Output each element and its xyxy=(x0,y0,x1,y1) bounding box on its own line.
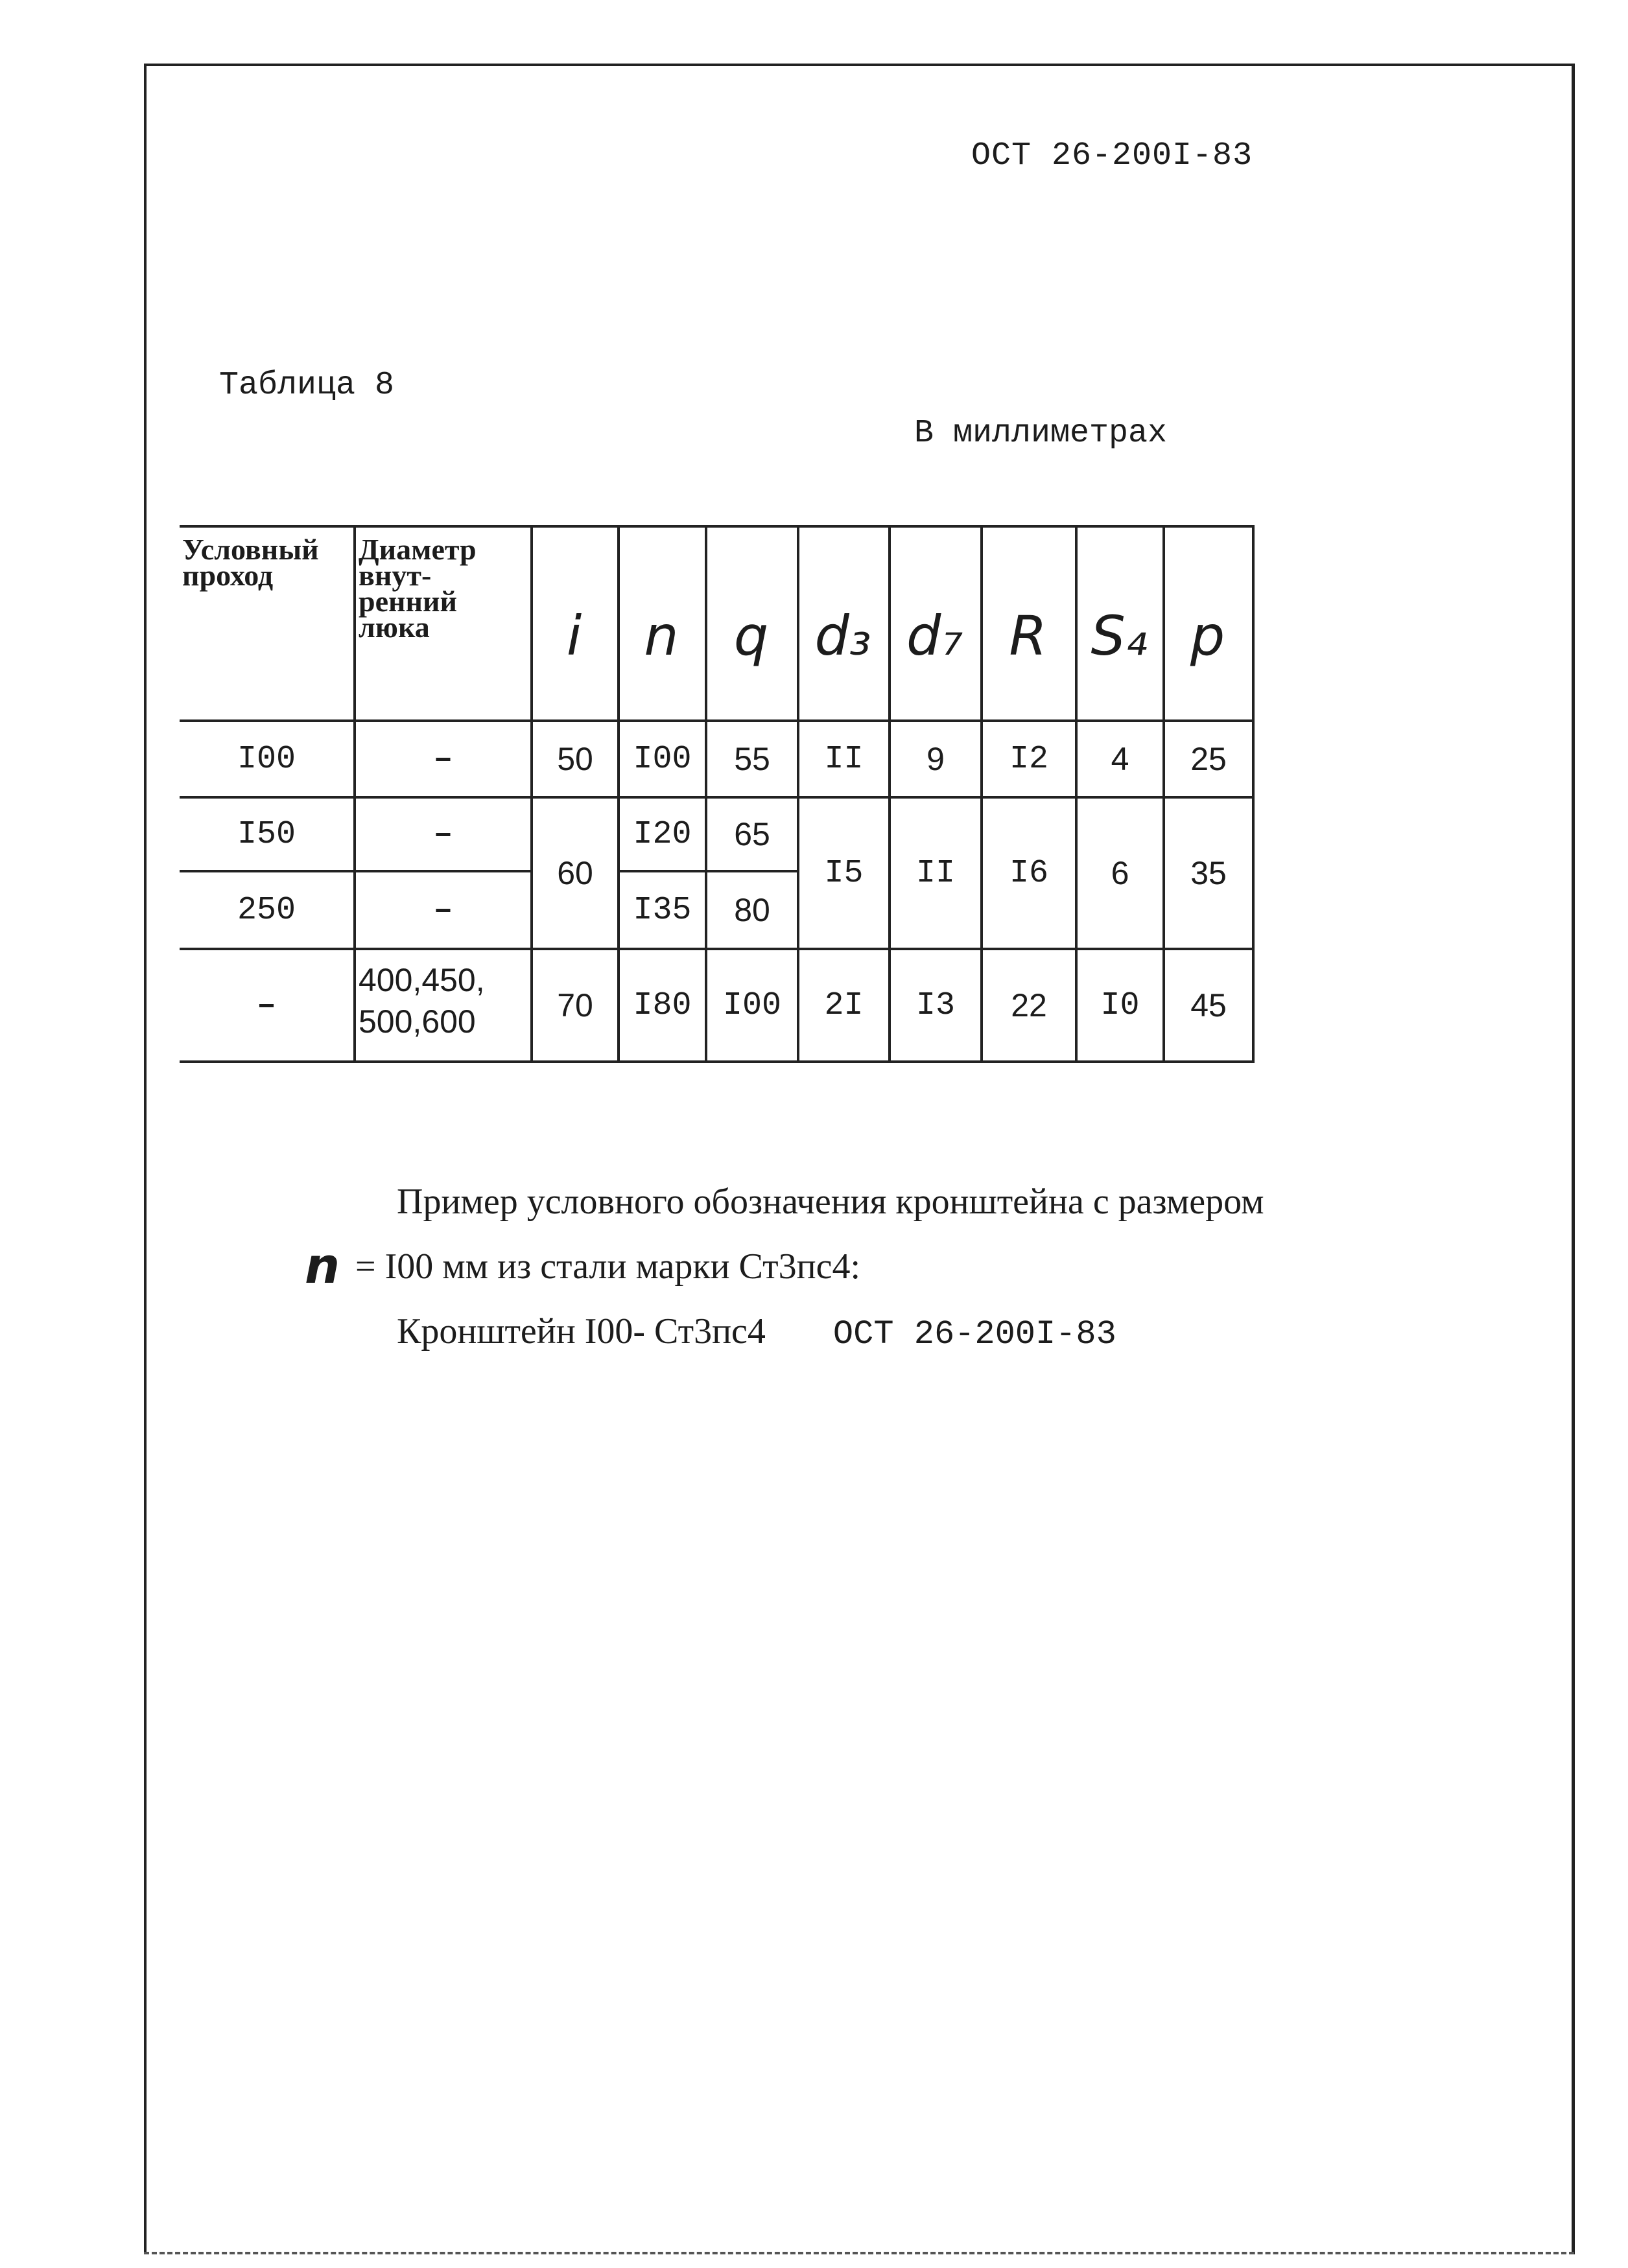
cell-i-merged: 60 xyxy=(557,855,593,891)
dimensions-table xyxy=(180,525,1255,1063)
cell-S4: 4 xyxy=(1111,741,1129,777)
cell-n: I20 xyxy=(633,815,692,853)
page-frame-top xyxy=(144,64,1574,66)
cell-p: 45 xyxy=(1190,987,1227,1023)
cell-i: 70 xyxy=(557,987,593,1023)
header-q: q xyxy=(733,604,769,668)
table-line xyxy=(1252,525,1255,1063)
document-code: ОСТ 26-200I-83 xyxy=(971,137,1253,174)
cell-p-merged: 35 xyxy=(1190,855,1227,891)
cell-nominal: I00 xyxy=(237,740,296,778)
cell-p: 25 xyxy=(1190,741,1227,777)
cell-d7-merged: II xyxy=(915,854,955,892)
header-S4: S₄ xyxy=(1091,604,1148,668)
cell-nominal: I50 xyxy=(237,815,296,853)
cell-i: 50 xyxy=(557,741,593,777)
cell-q: 55 xyxy=(734,741,770,777)
cell-d7: I3 xyxy=(915,987,955,1024)
cell-nominal: – xyxy=(256,987,276,1024)
cell-nominal: 250 xyxy=(237,891,296,929)
table-label: Таблица 8 xyxy=(219,367,395,404)
header-d3: d₃ xyxy=(814,604,871,668)
cell-d7: 9 xyxy=(926,741,945,777)
units-label: В миллиметрах xyxy=(914,415,1168,452)
example-line-2: = I00 мм из стали марки Ст3пс4: xyxy=(355,1246,861,1287)
example-standard-code: ОСТ 26-200I-83 xyxy=(832,1315,1116,1353)
cell-S4-merged: 6 xyxy=(1111,855,1129,891)
cell-diameter-line1: 400,450, xyxy=(359,962,485,998)
cell-q: 65 xyxy=(734,816,770,852)
header-n: n xyxy=(644,604,679,668)
cell-diameter-line2: 500,600 xyxy=(359,1003,476,1040)
cell-R: I2 xyxy=(1009,740,1048,778)
page-frame-left xyxy=(144,64,147,2254)
cell-n: I35 xyxy=(633,891,692,929)
header-d7: d₇ xyxy=(906,604,963,668)
cell-d3: II xyxy=(824,740,864,778)
cell-q: 80 xyxy=(734,892,770,928)
header-p: p xyxy=(1190,604,1225,668)
header-diameter: Диаметр внут-ренний люка xyxy=(359,533,477,644)
header-nominal-pass: Условный проход xyxy=(182,533,319,592)
cell-d3-merged: I5 xyxy=(824,854,864,892)
page-frame-bottom xyxy=(144,2252,1574,2254)
cell-S4: I0 xyxy=(1100,987,1140,1024)
cell-diameter: – xyxy=(433,815,453,853)
page-frame-right xyxy=(1572,64,1575,2254)
cell-R-merged: I6 xyxy=(1009,854,1048,892)
cell-n: I00 xyxy=(633,740,692,778)
cell-n: I80 xyxy=(633,987,692,1024)
example-designation: Кронштейн I00- Ст3пс4 xyxy=(397,1311,766,1351)
cell-q: I00 xyxy=(722,987,781,1024)
cell-diameter xyxy=(359,959,530,1042)
example-line-3 xyxy=(397,1311,1116,1353)
example-n-symbol: n xyxy=(305,1237,340,1294)
example-line-1: Пример условного обозначения кронштейна с размером xyxy=(397,1182,1264,1222)
header-i: i xyxy=(566,604,582,668)
cell-R: 22 xyxy=(1011,987,1047,1023)
header-R: R xyxy=(1009,604,1047,668)
cell-diameter: – xyxy=(433,740,453,778)
table-line xyxy=(180,1060,1255,1063)
cell-d3: 2I xyxy=(824,987,864,1024)
cell-diameter: – xyxy=(433,891,453,929)
